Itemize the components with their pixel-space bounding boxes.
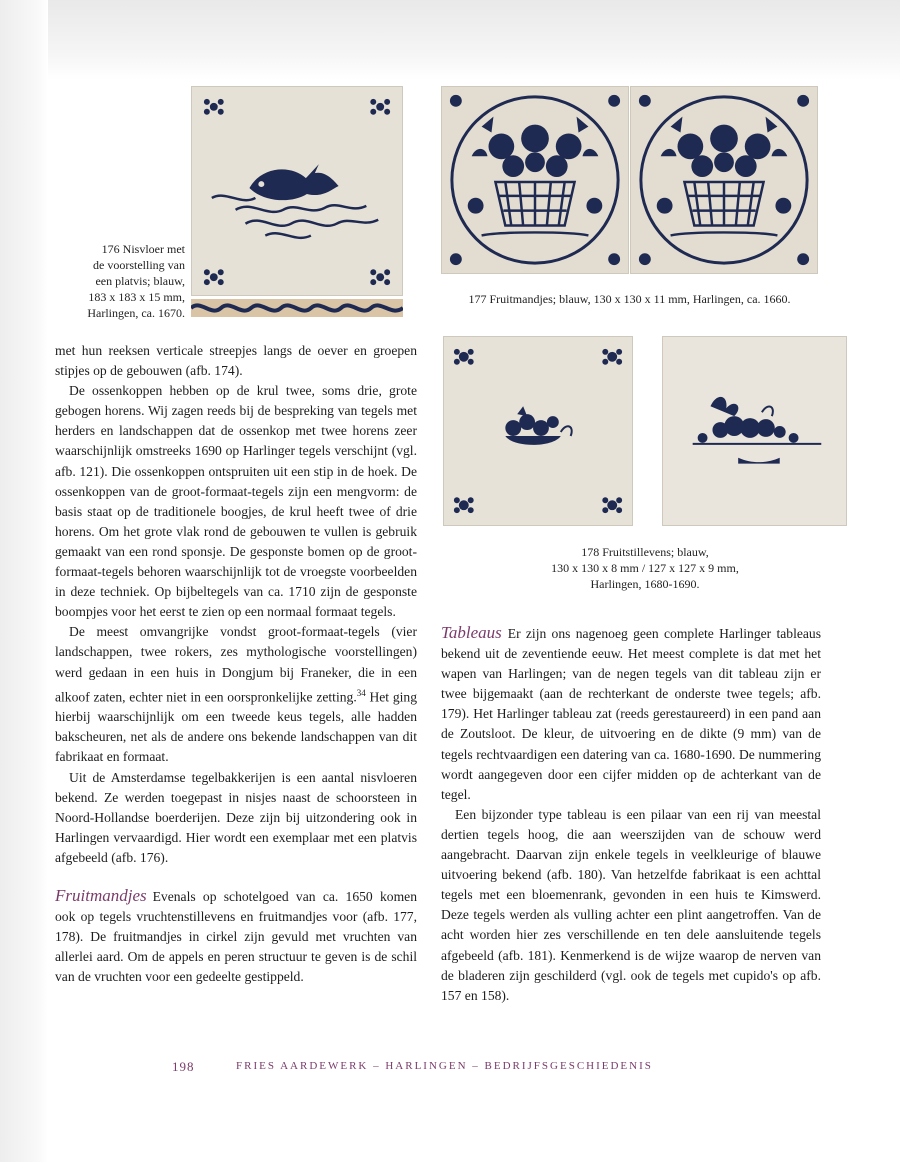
- caption-178: [443, 544, 847, 592]
- caption-176-line: een platvis; blauw,: [95, 274, 185, 288]
- caption-176-line: de voorstelling van: [93, 258, 185, 272]
- section-heading: Tableaus: [441, 623, 502, 642]
- fruit-basket-illustration: [631, 87, 817, 273]
- running-footer: FRIES AARDEWERK – HARLINGEN – BEDRIJFSGESCHIEDENIS: [236, 1060, 653, 1072]
- caption-178-number: 178: [581, 545, 600, 559]
- paragraph: [441, 623, 821, 805]
- flatfish-tile-illustration: [192, 87, 402, 295]
- fruit-still-life-illustration: [663, 337, 846, 525]
- caption-176-number: 176: [101, 242, 120, 256]
- tile-177-fruit-basket-left: [441, 86, 629, 274]
- page-top-shadow: [0, 0, 900, 80]
- section-heading: Fruitmandjes: [55, 885, 147, 905]
- tile-178-fruit-still-life-right: [662, 336, 847, 526]
- footnote-marker: 34: [356, 687, 366, 698]
- tile-176-border-strip: [191, 299, 403, 317]
- caption-177-number: 177: [468, 292, 487, 306]
- paragraph: Een bijzonder type tableau is een pilaar van een rij van meestal dertien tegels hoog, die aan weerszijden van de schouw werd aangebracht. Daarvan zijn enkele tegels in veelkleurige of blauwe uitvoering bekend (afb. 180). Van hetzelfde fabrikaat is een achttal tegels met een bloemenrank, gevonden in een huis te Kimswerd. Deze tegels werden als vulling achter een plint aangetroffen. Van de acht worden hier zes verschillende en ten dele aansluitende tegels afgebeeld (afb. 181). Kenmerkend is de wijze waarop de nerven van de bladeren zijn geschilderd (vgl. ook de tegels met cupido's op afb. 157 en 158).: [441, 806, 821, 1003]
- paragraph-text: Het ging hierbij waarschijnlijk om een tweede keus tegels, alle hadden bakscheuren, net als de andere ons bekende landschappen van dit fabrikaat en formaat.: [55, 689, 417, 765]
- caption-177: [441, 291, 818, 307]
- tile-178-fruit-still-life-left: [443, 336, 633, 526]
- fruit-still-life-illustration: [444, 337, 632, 525]
- caption-178-line: Harlingen, 1680-1690.: [590, 577, 700, 591]
- right-text-column: [441, 623, 821, 1006]
- caption-178-line: 130 x 130 x 8 mm / 127 x 127 x 9 mm,: [551, 561, 739, 575]
- caption-176-line: 183 x 183 x 15 mm,: [88, 290, 185, 304]
- caption-176-line: Harlingen, ca. 1670.: [87, 306, 185, 320]
- left-text-column: [55, 341, 417, 987]
- paragraph: [55, 886, 417, 987]
- caption-176-line: Nisvloer met: [122, 242, 185, 256]
- tile-177-fruit-basket-right: [630, 86, 818, 274]
- fruit-basket-illustration: [442, 87, 628, 273]
- paragraph-text: De meest omvangrijke vondst groot-formaat-tegels (vier landschappen, twee rokers, zes mythologische voorstellingen) werd gedaan in een huis in Dongjum bij Franeker, die in een alkoof zaten, echter niet in een oorspronkelijke zetting.: [55, 624, 417, 705]
- paragraph-text: Er zijn ons nagenoeg geen complete Harlinger tableaus bekend uit de zeventiende eeuw. Het meest complete is dat met het wapen van Harlingen; van de negen tegels van dit tableau zijn er twee bijgemaakt (aan de rechterkant de onderste twee tegels; afb. 179). Het Harlinger tableau zat (reeds gerestaureerd) in een pand aan de Zoutsloot. De kleur, de uitvoering en de dikte (9 mm) van de tegels rechtvaardigen een datering van ca. 1680-1690. De nummering wordt aangegeven door een cijfer midden op de achterkant van de tegel.: [441, 626, 821, 802]
- page-left-shadow: [0, 0, 48, 1162]
- page-number: 198: [172, 1059, 195, 1074]
- paragraph: De ossenkoppen hebben op de krul twee, soms drie, grote gebogen horens. Wij zagen reeds bij de bespreking van tegels met herders en landschappen dat de ossenkop met twee horens zeer waarschijnlijk omstreeks 1690 op Harlinger tegels verschijnt (vgl. afb. 121). Die ossenkoppen ontspruiten uit een stip in de hoek. De ossenkoppen van de groot-formaat-tegels zijn een mengvorm: de basis staat op de traditionele boogjes, de krul heeft twee of drie horens. Om het grote vlak rond de gebouwen te vullen is gebruik gemaakt van een rond sponsje. De gesponste bomen op de groot-formaat-tegels behoren waarschijnlijk tot de vroegste voorbeelden in deze techniek. Op bijbeltegels van ca. 1710 zijn de gesponste boompjes voor het eerst te zien op een normaal formaat tegels.: [55, 383, 417, 620]
- caption-177-text: Fruitmandjes; blauw, 130 x 130 x 11 mm, Harlingen, ca. 1660.: [489, 292, 791, 306]
- paragraph: Uit de Amsterdamse tegelbakkerijen is een aantal nisvloeren bekend. Ze werden toegepast in nisjes naast de schoorsteen in Noord-Hollandse boerderijen. Deze zijn bij uitzondering ook in Harlingen vervaardigd. Hier wordt een exemplaar met een platvis afgebeeld (afb. 176).: [55, 769, 417, 865]
- paragraph: [55, 622, 417, 767]
- paragraph-text: Evenals op schotelgoed van ca. 1650 komen ook op tegels vruchtenstillevens en fruitmandjes voor (afb. 177, 178). De fruitmandjes in cirkel zijn gevuld met vruchten van allerlei aard. Om de appels en peren structuur te geven is de schil van de vruchten voor een gedeelte gestippeld.: [55, 888, 417, 985]
- caption-176: [55, 241, 185, 321]
- tile-176-flatfish: [191, 86, 403, 296]
- paragraph: met hun reeksen verticale streepjes langs de oever en groepen stipjes op de gebouwen (afb. 174).: [55, 343, 417, 379]
- caption-178-line: Fruitstillevens; blauw,: [602, 545, 709, 559]
